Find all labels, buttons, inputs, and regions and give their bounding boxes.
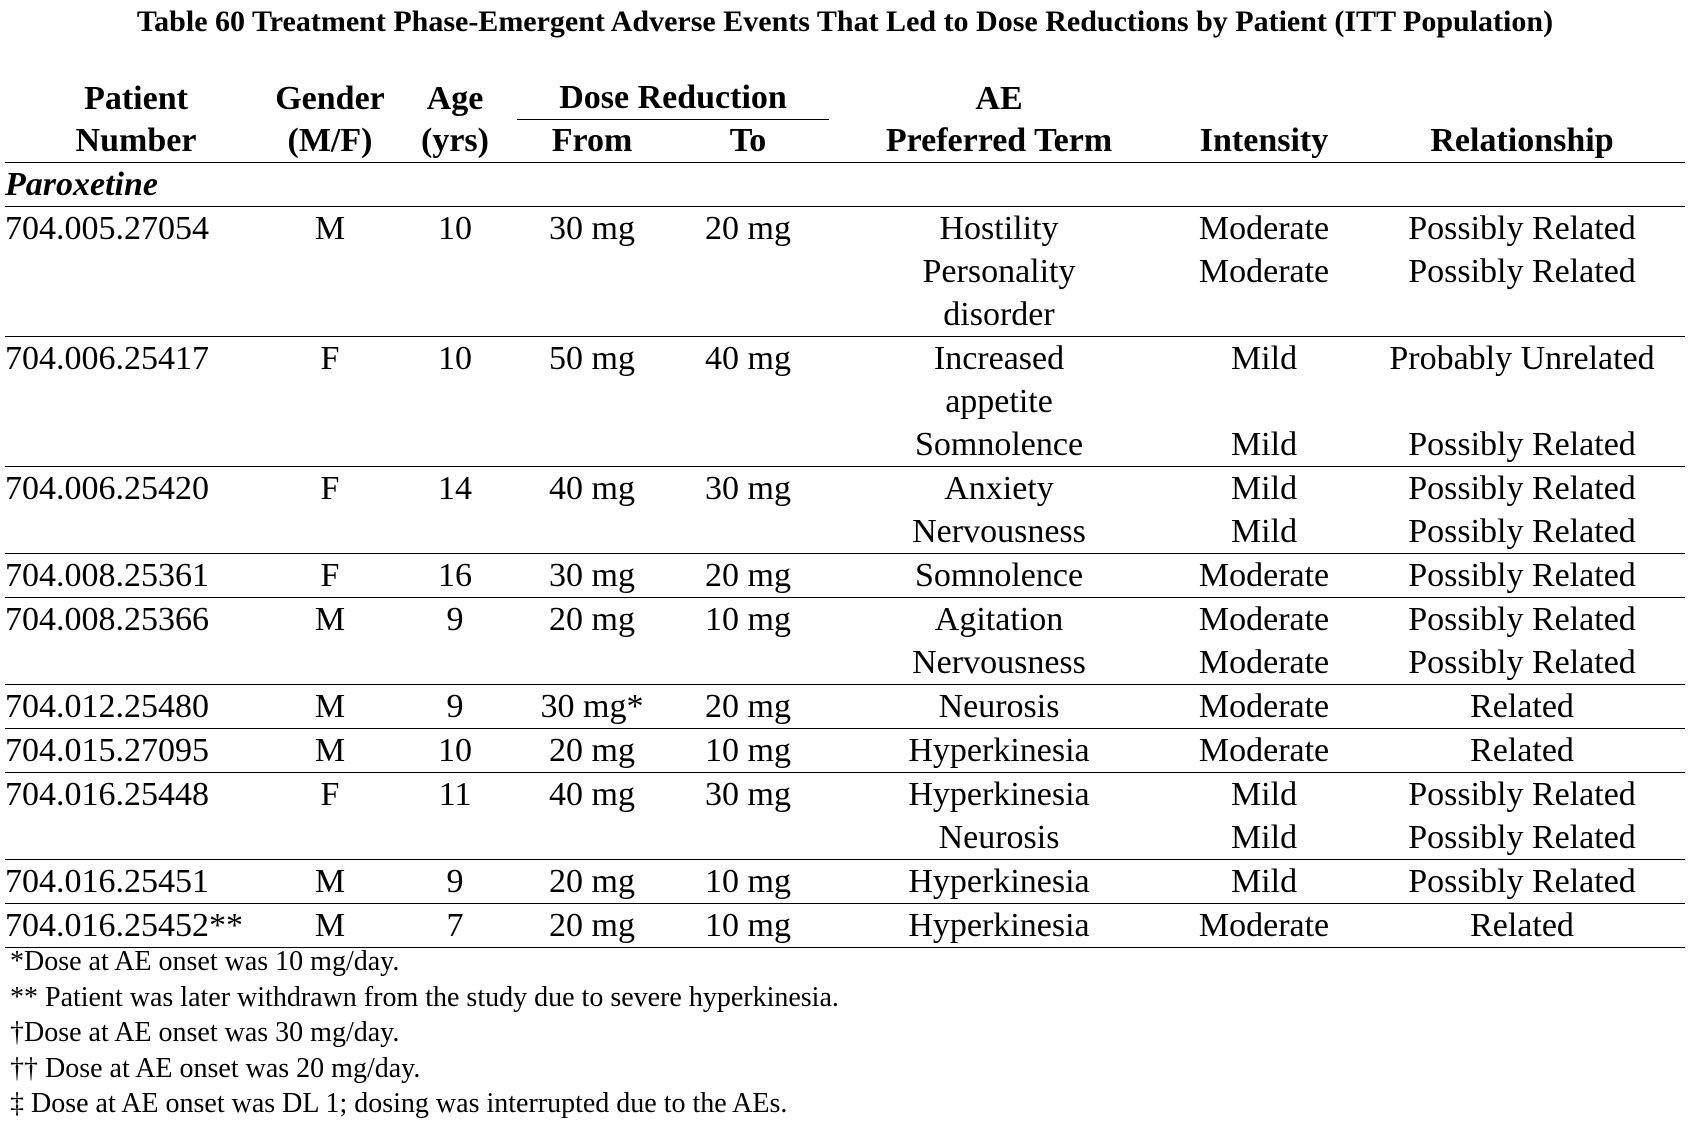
- relationship-line: Related: [1470, 907, 1574, 944]
- table-row: [5, 554, 1685, 598]
- relationship-line: Possibly Related: [1408, 776, 1636, 813]
- ae-term-line: Hyperkinesia: [908, 907, 1090, 944]
- table-row: [5, 207, 1685, 337]
- intensity-line: Moderate: [1198, 644, 1330, 681]
- ae-term-line: Increased: [933, 340, 1065, 377]
- dose-from: 30 mg: [517, 554, 667, 598]
- age: 9: [393, 598, 517, 685]
- patient-number: 704.016.25452**: [5, 904, 267, 948]
- intensity-line: Moderate: [1198, 907, 1330, 944]
- header-relationship: Relationship: [1359, 120, 1685, 163]
- dose-from: 40 mg: [517, 467, 667, 554]
- ae-term-line: Hostility: [939, 210, 1059, 247]
- ae-term-line: appetite: [945, 383, 1053, 420]
- relationship: [1359, 337, 1685, 467]
- ae-term: [829, 467, 1169, 554]
- header-to: To: [667, 120, 829, 163]
- ae-term: [829, 685, 1169, 729]
- group-label: Paroxetine: [5, 163, 1685, 207]
- patient-number: 704.015.27095: [5, 729, 267, 773]
- intensity-line: [1169, 293, 1359, 336]
- dose-to: 30 mg: [667, 773, 829, 860]
- age: 10: [393, 729, 517, 773]
- relationship-line: Possibly Related: [1408, 557, 1636, 594]
- dose-to: 10 mg: [667, 729, 829, 773]
- relationship-line: Possibly Related: [1408, 644, 1636, 681]
- patient-number: 704.016.25451: [5, 860, 267, 904]
- intensity-line: Mild: [1230, 776, 1298, 813]
- table-title: Table 60 Treatment Phase-Emergent Adverse Events That Led to Dose Reductions by Patient (ITT Population): [136, 5, 1554, 38]
- intensity: [1169, 467, 1359, 554]
- dose-to: 20 mg: [667, 207, 829, 337]
- ae-term: [829, 554, 1169, 598]
- intensity: [1169, 685, 1359, 729]
- footnote: ‡ Dose at AE onset was DL 1; dosing was interrupted due to the AEs.: [10, 1088, 788, 1119]
- ae-term-line: Hyperkinesia: [908, 863, 1090, 900]
- table-row: [5, 467, 1685, 554]
- intensity-line: Mild: [1230, 470, 1298, 507]
- dose-from: 50 mg: [517, 337, 667, 467]
- dose-to: 10 mg: [667, 598, 829, 685]
- intensity: [1169, 904, 1359, 948]
- intensity-line: Mild: [1230, 513, 1298, 550]
- relationship-line: [1359, 293, 1685, 336]
- ae-term-line: Neurosis: [938, 688, 1060, 725]
- gender: M: [267, 904, 393, 948]
- header-row-1: [5, 77, 1685, 120]
- dose-to: 10 mg: [667, 860, 829, 904]
- ae-term: [829, 207, 1169, 337]
- table-row: [5, 685, 1685, 729]
- dose-to: 20 mg: [667, 554, 829, 598]
- relationship-line: Possibly Related: [1408, 426, 1636, 463]
- relationship: [1359, 729, 1685, 773]
- gender: F: [267, 773, 393, 860]
- table-row: [5, 860, 1685, 904]
- header-relationship-spacer: [1359, 77, 1685, 120]
- intensity: [1169, 773, 1359, 860]
- table-row: [5, 904, 1685, 948]
- relationship-line: Probably Unrelated: [1389, 340, 1655, 377]
- dose-to: 20 mg: [667, 685, 829, 729]
- header-age-line2: (yrs): [393, 120, 517, 163]
- intensity-line: Moderate: [1198, 601, 1330, 638]
- relationship-line: Possibly Related: [1408, 819, 1636, 856]
- ae-term-line: Personality: [922, 253, 1076, 290]
- gender: M: [267, 598, 393, 685]
- gender: M: [267, 860, 393, 904]
- dose-to: 10 mg: [667, 904, 829, 948]
- intensity: [1169, 337, 1359, 467]
- patient-number: 704.006.25420: [5, 467, 267, 554]
- header-patient-line1: Patient: [84, 79, 188, 117]
- relationship: [1359, 685, 1685, 729]
- ae-term: [829, 773, 1169, 860]
- relationship-line: Possibly Related: [1408, 513, 1636, 550]
- patient-number: 704.008.25366: [5, 598, 267, 685]
- gender: F: [267, 554, 393, 598]
- intensity-line: Moderate: [1198, 732, 1330, 769]
- relationship: [1359, 554, 1685, 598]
- ae-term-line: Neurosis: [938, 819, 1060, 856]
- intensity-line: Moderate: [1198, 253, 1330, 290]
- footnotes: [10, 944, 1670, 1122]
- relationship-line: Related: [1470, 688, 1574, 725]
- footnote: †Dose at AE onset was 30 mg/day.: [10, 1017, 400, 1048]
- table-row: [5, 773, 1685, 860]
- header-age-line1: Age: [426, 79, 484, 117]
- header-row-2: [5, 120, 1685, 163]
- table-row: [5, 337, 1685, 467]
- gender: F: [267, 467, 393, 554]
- patient-number: 704.016.25448: [5, 773, 267, 860]
- intensity-line: Moderate: [1198, 688, 1330, 725]
- intensity-line: Moderate: [1198, 210, 1330, 247]
- dose-from: 30 mg: [517, 207, 667, 337]
- dose-to: 40 mg: [667, 337, 829, 467]
- ae-term: [829, 598, 1169, 685]
- age: 10: [393, 207, 517, 337]
- ae-term-line: Agitation: [934, 601, 1064, 638]
- header-gender-line2: (M/F): [267, 120, 393, 163]
- relationship-line: Possibly Related: [1408, 601, 1636, 638]
- header-dose-reduction: Dose Reduction: [517, 77, 829, 120]
- ae-term-line: Somnolence: [914, 426, 1084, 463]
- ae-term-line: Somnolence: [914, 557, 1084, 594]
- intensity-line: [1169, 380, 1359, 423]
- dose-from: 20 mg: [517, 598, 667, 685]
- age: 14: [393, 467, 517, 554]
- header-ae-line1: AE: [975, 79, 1023, 117]
- age: 9: [393, 860, 517, 904]
- footnote: *Dose at AE onset was 10 mg/day.: [10, 946, 400, 977]
- group-row: [5, 163, 1685, 207]
- table-row: [5, 598, 1685, 685]
- intensity-line: Mild: [1230, 863, 1298, 900]
- relationship: [1359, 207, 1685, 337]
- header-intensity-spacer: [1169, 77, 1359, 120]
- dose-from: 20 mg: [517, 904, 667, 948]
- header-ae-line2: Preferred Term: [829, 120, 1169, 163]
- gender: M: [267, 685, 393, 729]
- ae-term-line: Anxiety: [944, 470, 1054, 507]
- intensity-line: Mild: [1230, 426, 1298, 463]
- relationship-line: Possibly Related: [1408, 210, 1636, 247]
- relationship-line: Possibly Related: [1408, 470, 1636, 507]
- ae-term-line: disorder: [943, 296, 1055, 333]
- ae-term-line: Nervousness: [912, 644, 1086, 681]
- patient-number: 704.006.25417: [5, 337, 267, 467]
- adverse-events-table: [5, 77, 1685, 948]
- dose-from: 20 mg: [517, 729, 667, 773]
- patient-number: 704.005.27054: [5, 207, 267, 337]
- footnote: †† Dose at AE onset was 20 mg/day.: [10, 1052, 421, 1084]
- intensity-line: Mild: [1230, 340, 1298, 377]
- ae-term: [829, 729, 1169, 773]
- intensity-line: Mild: [1230, 819, 1298, 856]
- gender: F: [267, 337, 393, 467]
- patient-number: 704.012.25480: [5, 685, 267, 729]
- header-intensity: Intensity: [1169, 120, 1359, 163]
- ae-term-line: Hyperkinesia: [908, 732, 1090, 769]
- age: 9: [393, 685, 517, 729]
- table-row: [5, 729, 1685, 773]
- age: 16: [393, 554, 517, 598]
- gender: M: [267, 207, 393, 337]
- footnote: ** Patient was later withdrawn from the study due to severe hyperkinesia.: [10, 981, 839, 1013]
- age: 7: [393, 904, 517, 948]
- age: 11: [393, 773, 517, 860]
- header-patient-line2: Number: [5, 120, 267, 163]
- dose-from: 40 mg: [517, 773, 667, 860]
- relationship-line: Possibly Related: [1408, 863, 1636, 900]
- intensity: [1169, 207, 1359, 337]
- intensity: [1169, 860, 1359, 904]
- dose-to: 30 mg: [667, 467, 829, 554]
- relationship-line: Related: [1470, 732, 1574, 769]
- relationship: [1359, 467, 1685, 554]
- relationship: [1359, 773, 1685, 860]
- dose-from: 30 mg*: [517, 685, 667, 729]
- intensity: [1169, 598, 1359, 685]
- patient-number: 704.008.25361: [5, 554, 267, 598]
- intensity: [1169, 554, 1359, 598]
- relationship-line: Possibly Related: [1408, 253, 1636, 290]
- relationship: [1359, 860, 1685, 904]
- ae-term: [829, 904, 1169, 948]
- ae-term: [829, 337, 1169, 467]
- header-from: From: [517, 120, 667, 163]
- header-gender-line1: Gender: [275, 79, 385, 117]
- gender: M: [267, 729, 393, 773]
- ae-term: [829, 860, 1169, 904]
- relationship: [1359, 598, 1685, 685]
- ae-term-line: Nervousness: [912, 513, 1086, 550]
- intensity-line: Moderate: [1198, 557, 1330, 594]
- relationship: [1359, 904, 1685, 948]
- relationship-line: [1359, 380, 1685, 423]
- ae-term-line: Hyperkinesia: [908, 776, 1090, 813]
- dose-from: 20 mg: [517, 860, 667, 904]
- intensity: [1169, 729, 1359, 773]
- age: 10: [393, 337, 517, 467]
